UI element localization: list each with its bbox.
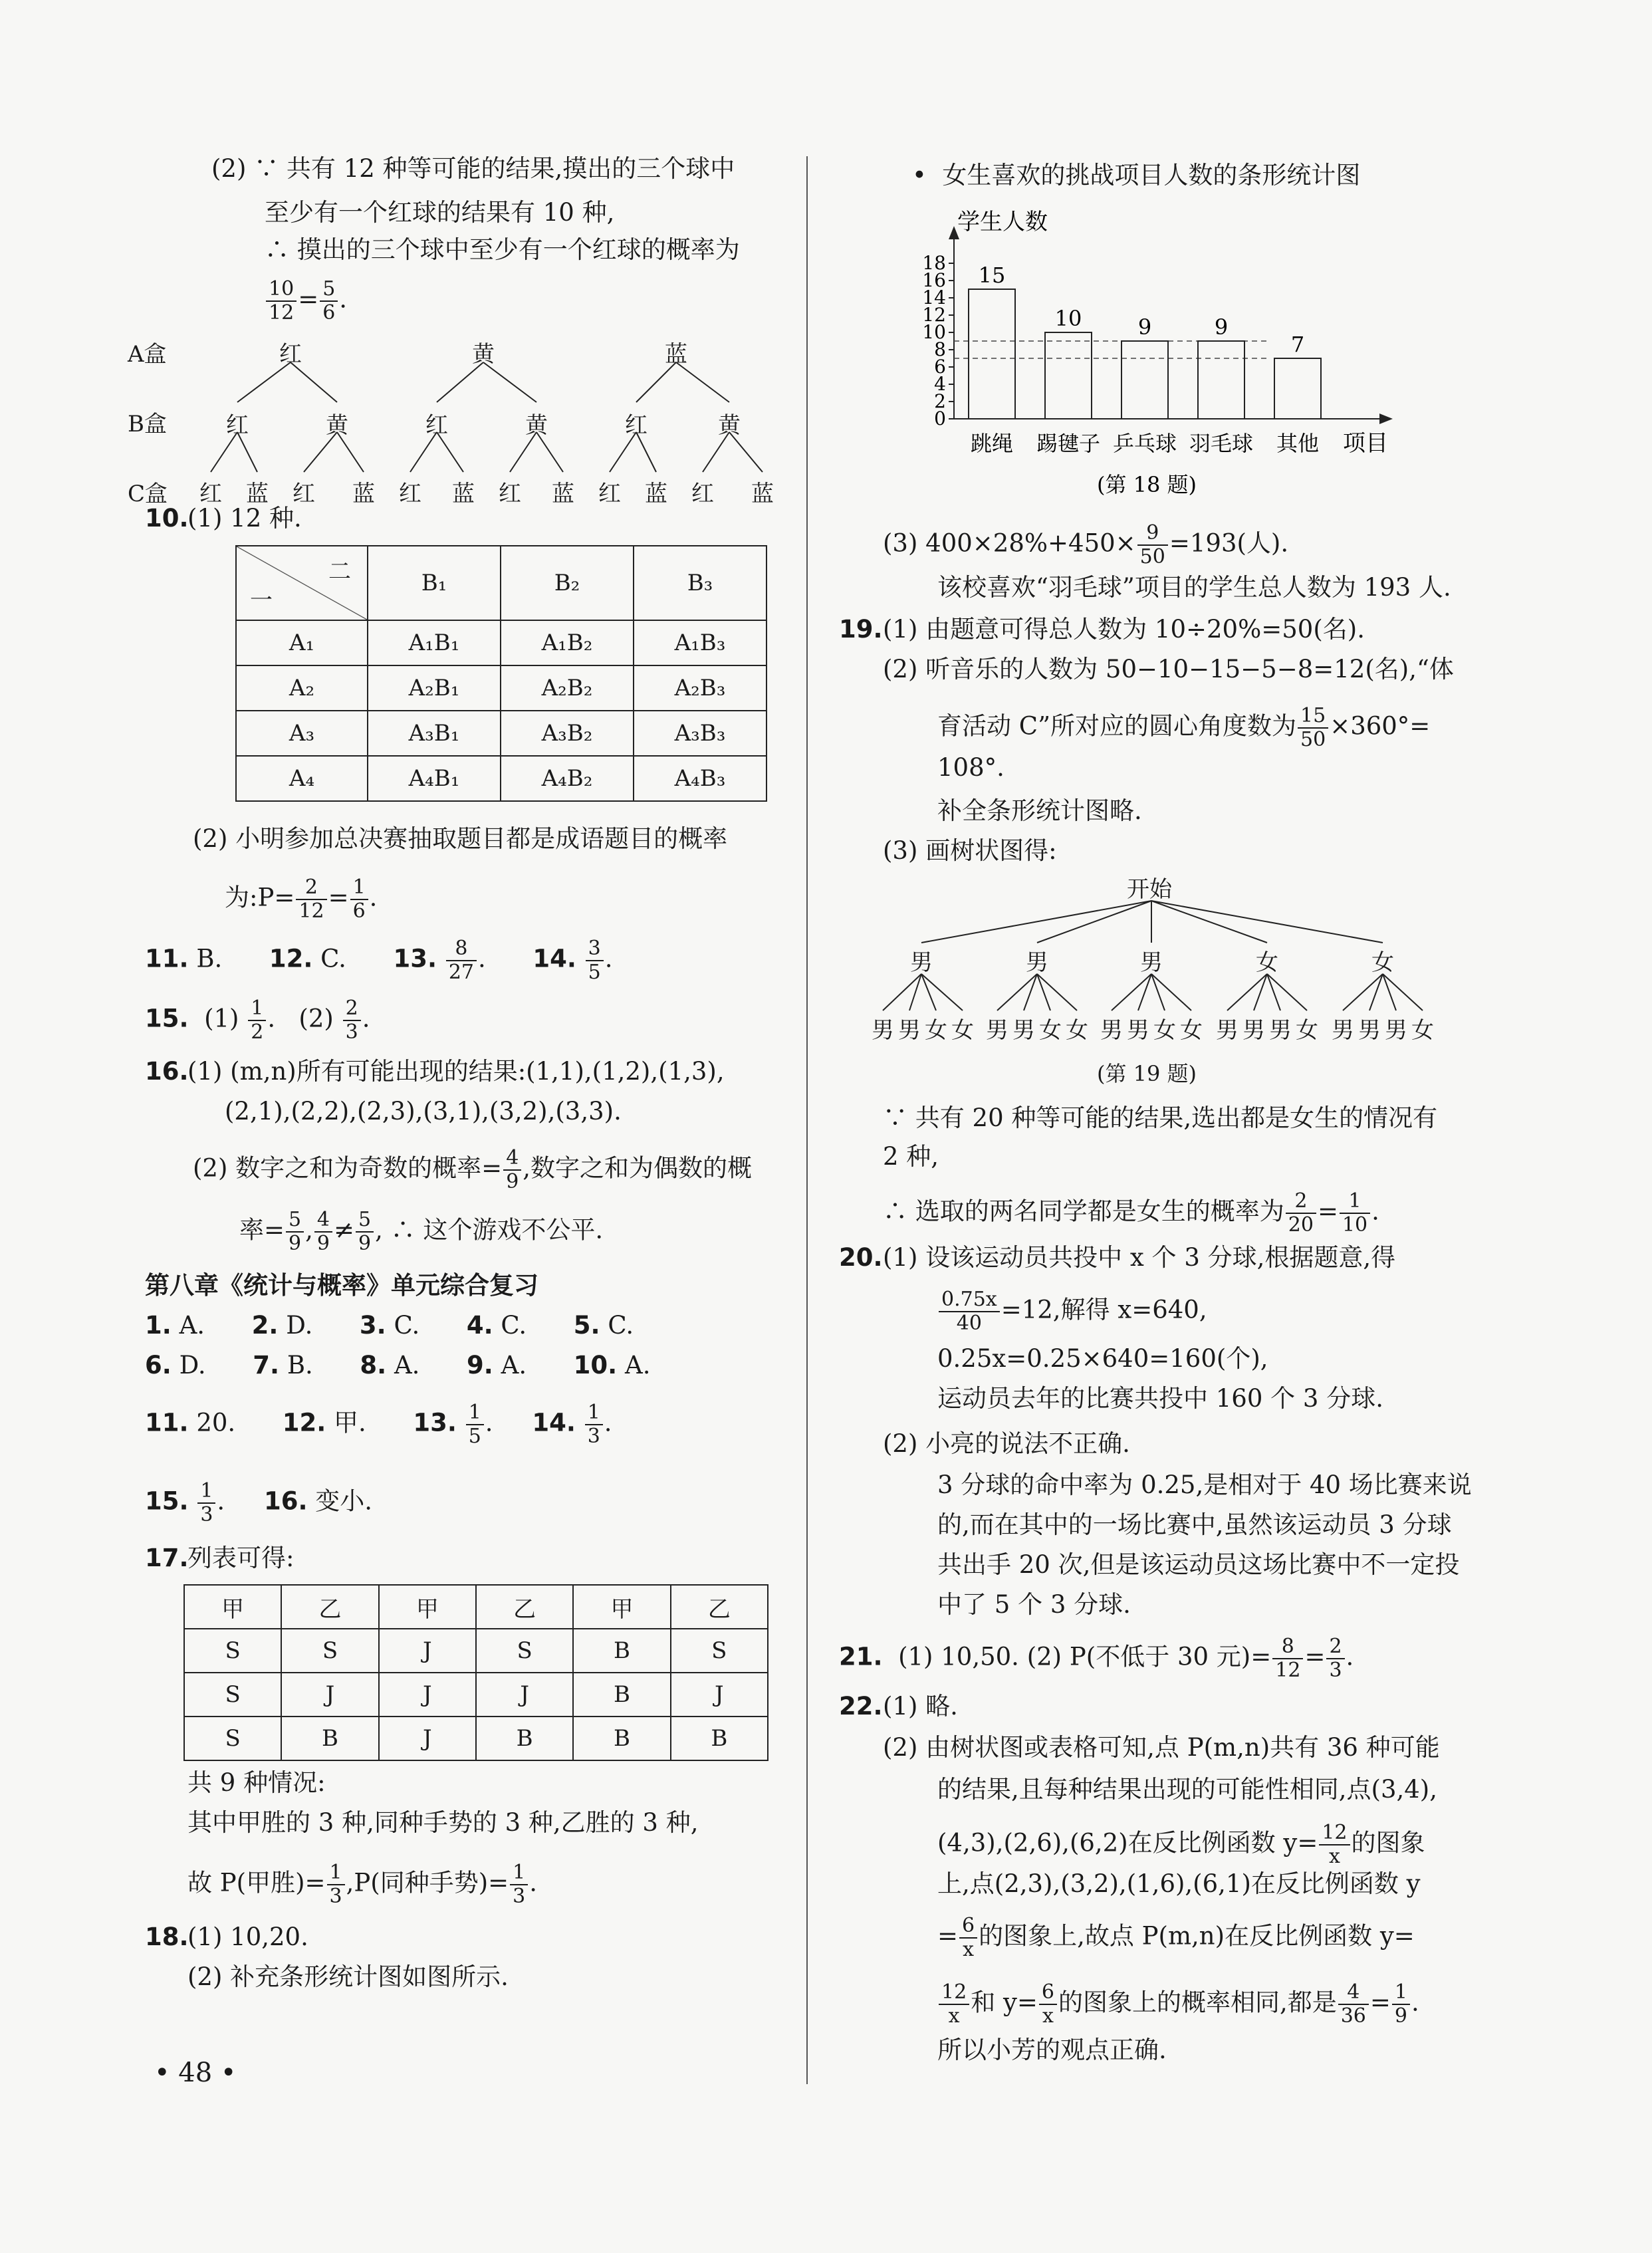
x-tick-label: 其他 xyxy=(1276,431,1320,456)
table-cell: A₁B₃ xyxy=(634,620,767,665)
tree-root: 开始 xyxy=(1127,876,1172,903)
tree-level1-node: 女 xyxy=(1256,949,1278,976)
box-c-label: C盒 xyxy=(128,481,168,507)
tree-c-node: 蓝 xyxy=(452,481,475,507)
q19-line3: 育活动 C”所对应的圆心角度数为 $\frac{15}{50}$ ×360°= xyxy=(937,704,1431,751)
column-header: B₁ xyxy=(368,546,501,620)
tree-b-node: 黄 xyxy=(525,412,548,439)
tree-b-node: 黄 xyxy=(326,412,348,439)
table-corner-cell: 二 一 xyxy=(236,546,368,620)
tree-b-node: 黄 xyxy=(718,412,741,439)
box-b-label: B盒 xyxy=(128,411,167,437)
q20-line4: 运动员去年的比赛共投中 160 个 3 分球. xyxy=(937,1384,1383,1413)
q18-part3-line1: (3) 400×28%+450× $\frac{9}{50}$ =193(人). xyxy=(883,521,1289,568)
table-cell: S xyxy=(184,1629,281,1673)
q18-part3-line2: 该校喜欢“羽毛球”项目的学生总人数为 193 人. xyxy=(937,573,1451,602)
column-header: 乙 xyxy=(671,1585,768,1629)
table-cell: S xyxy=(476,1629,573,1673)
bar-value-label: 9 xyxy=(1214,314,1229,340)
q21-answer: 21. (1) 10,50. (2) P(不低于 30 元)= $\frac{8}{12}$ = $\frac{2}{3}$ . xyxy=(839,1635,1354,1682)
answer-15: 15. (1) $\frac{1}{2}$ . (2) $\frac{2}{3}$ . xyxy=(145,997,370,1044)
tree-leaf: 女 xyxy=(951,1017,974,1044)
q19-line1: (1) 由题意可得总人数为 10÷20%=50(名). xyxy=(883,615,1365,644)
q20-line5: (2) 小亮的说法不正确. xyxy=(883,1429,1130,1458)
tree-leaf: 女 xyxy=(1296,1017,1318,1044)
mc-row-1: 1. A. 2. D. 3. C. 4. C. 5. C. xyxy=(145,1311,634,1340)
q9-part2-line3: ∴ 摸出的三个球中至少有一个红球的概率为 xyxy=(265,235,740,264)
y-tick-label: 6 xyxy=(934,356,946,378)
q20-line1: (1) 设该运动员共投中 x 个 3 分球,根据题意,得 xyxy=(883,1243,1396,1272)
table-cell: B xyxy=(573,1673,670,1717)
q17-number: 17. xyxy=(145,1544,189,1572)
table-cell: A₄B₁ xyxy=(368,756,501,801)
tree-c-node: 红 xyxy=(691,481,714,507)
q17-line3: 故 P(甲胜)= $\frac{1}{3}$ ,P(同种手势)= $\frac{1}{3}$ . xyxy=(187,1861,538,1908)
y-tick-label: 12 xyxy=(922,304,946,326)
q20-line6: 3 分球的命中率为 0.25,是相对于 40 场比赛来说 xyxy=(937,1471,1472,1499)
q16-number: 16. xyxy=(145,1057,189,1086)
q22-line6: = $\frac{6}{x}$ 的图象上,故点 P(m,n)在反比例函数 y= xyxy=(937,1914,1415,1961)
table-cell: B xyxy=(573,1629,670,1673)
table-cell: J xyxy=(281,1673,378,1717)
q22-number: 22. xyxy=(839,1692,883,1720)
tree-c-node: 红 xyxy=(598,481,621,507)
x-axis-label: 项目 xyxy=(1343,430,1388,457)
tree-level1-node: 男 xyxy=(1140,949,1163,976)
y-tick-label: 14 xyxy=(922,287,946,308)
column-header: B₃ xyxy=(634,546,767,620)
tree-c-node: 红 xyxy=(293,481,315,507)
row-header: A₂ xyxy=(236,665,368,711)
chart-title: 女生喜欢的挑战项目人数的条形统计图 xyxy=(942,161,1361,189)
y-tick-label: 0 xyxy=(934,408,946,429)
bar-value-label: 10 xyxy=(1054,306,1082,331)
tree-leaf: 男 xyxy=(1012,1017,1035,1044)
bar-value-label: 7 xyxy=(1290,332,1305,357)
tree-leaf: 男 xyxy=(1385,1017,1407,1044)
table-cell: A₁B₁ xyxy=(368,620,501,665)
tree-c-node: 蓝 xyxy=(352,481,375,507)
table-cell: A₄B₂ xyxy=(501,756,634,801)
column-header: 甲 xyxy=(379,1585,476,1629)
chapter-heading: 第八章《统计与概率》单元综合复习 xyxy=(145,1271,538,1300)
tree-leaf: 女 xyxy=(1180,1017,1203,1044)
q16-line3: (2) 数字之和为奇数的概率= $\frac{4}{9}$ ,数字之和为偶数的概 xyxy=(193,1146,753,1193)
q20-line3: 0.25x=0.25×640=160(个), xyxy=(937,1344,1268,1373)
tree-a-node: 蓝 xyxy=(665,341,687,368)
answers-11-14: 11. B. 12. C. 13. $\frac{8}{27}$ . 14. $\frac{3}{5}$ . xyxy=(145,937,613,984)
q10-table xyxy=(235,545,767,802)
table-cell: S xyxy=(184,1673,281,1717)
q10-part2-line1: (2) 小明参加总决赛抽取题目都是成语题目的概率 xyxy=(193,824,728,853)
q19-line4: 108°. xyxy=(937,753,1004,782)
row-header: A₃ xyxy=(236,711,368,756)
table-cell: S xyxy=(671,1629,768,1673)
tree-c-node: 蓝 xyxy=(751,481,774,507)
q22-line3: 的结果,且每种结果出现的可能性相同,点(3,4), xyxy=(937,1775,1437,1804)
tree-leaf: 女 xyxy=(1066,1017,1088,1044)
q22-line8: 所以小芳的观点正确. xyxy=(937,2036,1167,2064)
q9-part2-line2: 至少有一个红球的结果有 10 种, xyxy=(265,198,615,227)
bar xyxy=(1045,332,1092,419)
tree-b-node: 红 xyxy=(625,412,648,439)
q19-caption: (第 19 题) xyxy=(1097,1061,1197,1086)
tree-c-node: 蓝 xyxy=(246,481,269,507)
q10-part1: (1) 12 种. xyxy=(187,504,302,533)
bar xyxy=(1274,358,1321,419)
table-cell: A₃B₃ xyxy=(634,711,767,756)
q17-table xyxy=(183,1584,768,1761)
table-cell: J xyxy=(671,1673,768,1717)
q16-line2: (2,1),(2,2),(2,3),(3,1),(3,2),(3,3). xyxy=(225,1097,622,1126)
y-tick-label: 2 xyxy=(934,390,946,412)
tree-leaf: 男 xyxy=(1358,1017,1381,1044)
q10-part2-line2: 为:P= $\frac{2}{12}$ = $\frac{1}{6}$ . xyxy=(225,876,378,923)
table-cell: B xyxy=(476,1717,573,1760)
table-cell: A₂B₃ xyxy=(634,665,767,711)
table-cell: B xyxy=(281,1717,378,1760)
tree-c-node: 红 xyxy=(199,481,222,507)
table-cell: S xyxy=(184,1717,281,1760)
q19-conclusion2: 2 种, xyxy=(883,1142,939,1171)
y-tick-label: 4 xyxy=(934,373,946,395)
q18-line1: (1) 10,20. xyxy=(187,1923,308,1951)
tree-leaf: 女 xyxy=(1411,1017,1434,1044)
tree-a-node: 黄 xyxy=(472,341,495,368)
tree-leaf: 男 xyxy=(1242,1017,1265,1044)
q19-conclusion1: ∵ 共有 20 种等可能的结果,选出都是女生的情况有 xyxy=(883,1104,1438,1132)
column-header: 乙 xyxy=(281,1585,378,1629)
q19-line2: (2) 听音乐的人数为 50−10−15−5−8=12(名),“体 xyxy=(883,655,1454,683)
tree-leaf: 女 xyxy=(1153,1017,1176,1044)
bar-value-label: 9 xyxy=(1137,314,1152,340)
table-cell: A₃B₁ xyxy=(368,711,501,756)
q19-number: 19. xyxy=(839,615,883,644)
tree-leaf: 男 xyxy=(1216,1017,1239,1044)
y-tick-label: 18 xyxy=(922,252,946,274)
q9-part2-result: $\frac{10}{12}$ = $\frac{5}{6}$ . xyxy=(265,278,347,324)
q16-line4: 率= $\frac{5}{9}$ , $\frac{4}{9}$ ≠ $\frac{5}{9}$ , ∴ 这个游戏不公平. xyxy=(239,1208,604,1255)
table-cell: J xyxy=(379,1673,476,1717)
q16-line1: (1) (m,n)所有可能出现的结果:(1,1),(1,2),(1,3), xyxy=(187,1057,725,1086)
tree-level1-node: 男 xyxy=(1026,949,1048,976)
tree-leaf: 男 xyxy=(1100,1017,1123,1044)
tree-leaf: 男 xyxy=(1127,1017,1149,1044)
table-cell: B xyxy=(573,1717,670,1760)
table-cell: J xyxy=(379,1629,476,1673)
bar-value-label: 15 xyxy=(978,263,1006,288)
q19-line5: 补全条形统计图略. xyxy=(937,796,1142,825)
table-cell: A₃B₂ xyxy=(501,711,634,756)
q20-line7: 的,而在其中的一场比赛中,虽然该运动员 3 分球 xyxy=(937,1510,1452,1539)
q17-intro: 列表可得: xyxy=(187,1544,295,1572)
bar xyxy=(969,289,1015,419)
table-cell: A₂B₁ xyxy=(368,665,501,711)
fill-row-1: 11. 20. 12. 甲. 13. $\frac{1}{5}$ . 14. $\frac{1}{3}$ . xyxy=(145,1401,612,1448)
tree-leaf: 男 xyxy=(1332,1017,1354,1044)
tree-level1-node: 女 xyxy=(1371,949,1394,976)
tree-level1-node: 男 xyxy=(910,949,933,976)
table-cell: A₂B₂ xyxy=(501,665,634,711)
y-tick-label: 10 xyxy=(922,321,946,343)
q9-part2-line1: (2) ∵ 共有 12 种等可能的结果,摸出的三个球中 xyxy=(211,154,735,183)
q22-line2: (2) 由树状图或表格可知,点 P(m,n)共有 36 种可能 xyxy=(883,1733,1440,1762)
table-cell: S xyxy=(281,1629,378,1673)
tree-b-node: 红 xyxy=(425,412,448,439)
tree-c-node: 蓝 xyxy=(645,481,667,507)
column-header: 甲 xyxy=(184,1585,281,1629)
tree-leaf: 男 xyxy=(898,1017,921,1044)
bar xyxy=(1198,341,1244,419)
x-tick-label: 踢毽子 xyxy=(1036,431,1101,456)
tree-c-node: 红 xyxy=(499,481,521,507)
x-tick-label: 跳绳 xyxy=(970,431,1014,456)
y-tick-label: 16 xyxy=(922,269,946,291)
y-axis-label: 学生人数 xyxy=(957,209,1048,235)
x-tick-label: 乒乓球 xyxy=(1112,431,1177,456)
table-cell: A₄B₃ xyxy=(634,756,767,801)
q22-line7: $\frac{12}{x}$ 和 y= $\frac{6}{x}$ 的图象上的概率相同,都是 $\frac{4}{36}$ = $\frac{1}{9}$ . xyxy=(937,1981,1419,2028)
fill-row-2: 15. $\frac{1}{3}$ . 16. 变小. xyxy=(145,1479,373,1526)
q18-line2: (2) 补充条形统计图如图所示. xyxy=(187,1962,509,1991)
bar-chart xyxy=(917,199,1423,499)
tree-leaf: 女 xyxy=(925,1017,947,1044)
tree-leaf: 男 xyxy=(1269,1017,1292,1044)
tree-c-node: 蓝 xyxy=(552,481,574,507)
table-cell: J xyxy=(476,1673,573,1717)
y-tick-label: 8 xyxy=(934,338,946,360)
column-header: 乙 xyxy=(476,1585,573,1629)
box-a-label: A盒 xyxy=(128,341,167,368)
column-header: 甲 xyxy=(573,1585,670,1629)
q20-line9: 中了 5 个 3 分球. xyxy=(937,1590,1131,1619)
q22-line5: 上,点(2,3),(3,2),(1,6),(6,1)在反比例函数 y xyxy=(937,1869,1421,1898)
x-axis-arrow xyxy=(1379,414,1393,424)
tree-a-node: 红 xyxy=(279,341,302,368)
q19-conclusion3: ∴ 选取的两名同学都是女生的概率为 $\frac{2}{20}$ = $\frac{1}{10}$ . xyxy=(883,1189,1379,1237)
tree-leaf: 女 xyxy=(1039,1017,1062,1044)
row-header: A₄ xyxy=(236,756,368,801)
x-tick-label: 羽毛球 xyxy=(1189,431,1254,456)
tree-b-node: 红 xyxy=(226,412,249,439)
q22-line4: (4,3),(2,6),(6,2)在反比例函数 y= $\frac{12}{x}$ 的图象 xyxy=(937,1821,1425,1868)
chart-caption: (第 18 题) xyxy=(1097,472,1197,497)
page-number: • 48 • xyxy=(154,2058,237,2088)
q18-number: 18. xyxy=(145,1923,189,1951)
table-cell: B xyxy=(671,1717,768,1760)
tree-leaf: 男 xyxy=(872,1017,894,1044)
table-cell: J xyxy=(379,1717,476,1760)
q20-number: 20. xyxy=(839,1243,883,1272)
mc-row-2: 6. D. 7. B. 8. A. 9. A. 10. A. xyxy=(145,1351,651,1379)
table-cell: A₁B₂ xyxy=(501,620,634,665)
bar xyxy=(1121,341,1168,419)
chart-title-line: • 女生喜欢的挑战项目人数的条形统计图 xyxy=(912,161,1361,189)
column-header: B₂ xyxy=(501,546,634,620)
q20-line2: $\frac{0.75x}{40}$ =12,解得 x=640, xyxy=(937,1288,1207,1335)
q17-line1: 共 9 种情况: xyxy=(187,1768,326,1797)
tree-leaf: 男 xyxy=(986,1017,1008,1044)
row-header: A₁ xyxy=(236,620,368,665)
q19-line6: (3) 画树状图得: xyxy=(883,836,1057,865)
q20-line8: 共出手 20 次,但是该运动员这场比赛中不一定投 xyxy=(937,1550,1460,1579)
q17-line2: 其中甲胜的 3 种,同种手势的 3 种,乙胜的 3 种, xyxy=(187,1808,699,1837)
column-divider xyxy=(806,156,808,2084)
q10-number: 10. xyxy=(145,504,189,533)
tree-c-node: 红 xyxy=(399,481,421,507)
q22-line1: (1) 略. xyxy=(883,1692,958,1720)
